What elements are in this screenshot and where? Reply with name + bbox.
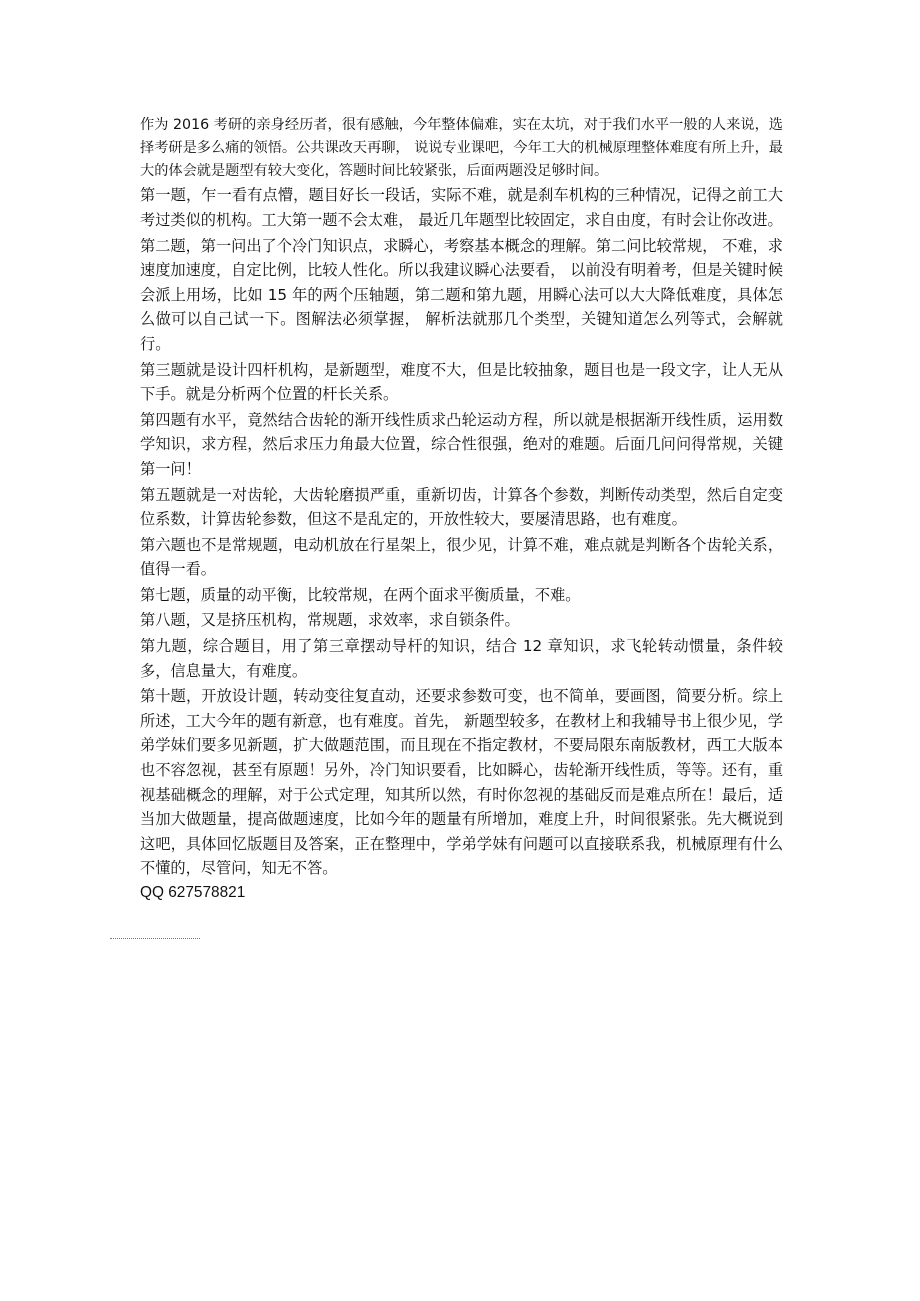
paragraph-question-1: 第一题，乍一看有点懵，题目好长一段话，实际不难，就是刹车机构的三种情况，记得之前工大考过类似的机构。工大第一题不会太难， 最近几年题型比较固定，求自由度，有时会让你改进。: [140, 186, 783, 229]
paragraph-question-6: 第六题也不是常规题，电动机放在行星架上，很少见，计算不难，难点就是判断各个齿轮关系，值得一看。: [140, 535, 783, 579]
paragraph-question-4: 第四题有水平，竟然结合齿轮的渐开线性质求凸轮运动方程，所以就是根据渐开线性质，运用数学知识，求方程，然后求压力角最大位置，综合性很强，绝对的难题。后面几问问得常规，关键第一问！: [140, 410, 783, 478]
paragraph-intro: 作为 2016 考研的亲身经历者，很有感触，今年整体偏难，实在太坑，对于我们水平一般的人来说，选择考研是多么痛的领悟。公共课改天再聊， 说说专业课吧，今年工大的机械原理整体难度有所上升，最大的体会就是题型有较大变化，答题时间比较紧张，后面两题没足够时间。: [140, 117, 783, 179]
paragraph-question-10-summary: 第十题，开放设计题，转动变往复直动，还要求参数可变，也不简单，要画图，简要分析。综上所述，工大今年的题有新意，也有难度。首先， 新题型较多，在教材上和我辅导书上很少见，学弟学妹们要多见新题，扩大做题范围，而且现在不指定教材，不要局限东南版教材，西工大版本也不容忽视，甚至有原题！另外，冷门知识要看，比如瞬心，齿轮渐开线性质，等等。还有，重视基础概念的理解，对于公式定理，知其所以然，有时你忽视的基础反而是难点所在！最后，适当加大做题量，提高做题速度，比如今年的题量有所增加，难度上升，时间很紧张。先大概说到这吧，具体回忆版题目及答案，正在整理中，学弟学妹有问题可以直接联系我，机械原理有什么不懂的，尽管问，知无不答。: [140, 687, 783, 878]
document-body: [140, 114, 783, 904]
paragraph-question-5: 第五题就是一对齿轮，大齿轮磨损严重，重新切齿，计算各个参数，判断传动类型，然后自定变位系数，计算齿轮参数，但这不是乱定的，开放性较大，要屡清思路，也有难度。: [140, 485, 783, 529]
paragraph-question-9: 第九题，综合题目，用了第三章摆动导杆的知识，结合 12 章知识，求飞轮转动惯量，条件较多，信息量大，有难度。: [140, 637, 783, 680]
contact-qq: QQ 627578821: [140, 884, 246, 902]
paragraph-question-2: 第二题，第一问出了个冷门知识点，求瞬心，考察基本概念的理解。第二问比较常规， 不难，求速度加速度，自定比例，比较人性化。所以我建议瞬心法要看， 以前没有明着考，但是关键时候会派上用场，比如 15 年的两个压轴题，第二题和第九题，用瞬心法可以大大降低难度，具体怎么做可以自己试一下。图解法必须掌握， 解析法就那几个类型，关键知道怎么列等式，会解就行。: [140, 236, 783, 353]
paragraph-question-8: 第八题，又是挤压机构，常规题，求效率，求自锁条件。: [140, 611, 520, 630]
paragraph-question-3: 第三题就是设计四杆机构，是新题型，难度不大，但是比较抽象，题目也是一段文字，让人无从下手。就是分析两个位置的杆长关系。: [140, 360, 783, 404]
footer-divider: [110, 938, 200, 939]
paragraph-question-7: 第七题，质量的动平衡，比较常规，在两个面求平衡质量，不难。: [140, 585, 581, 604]
